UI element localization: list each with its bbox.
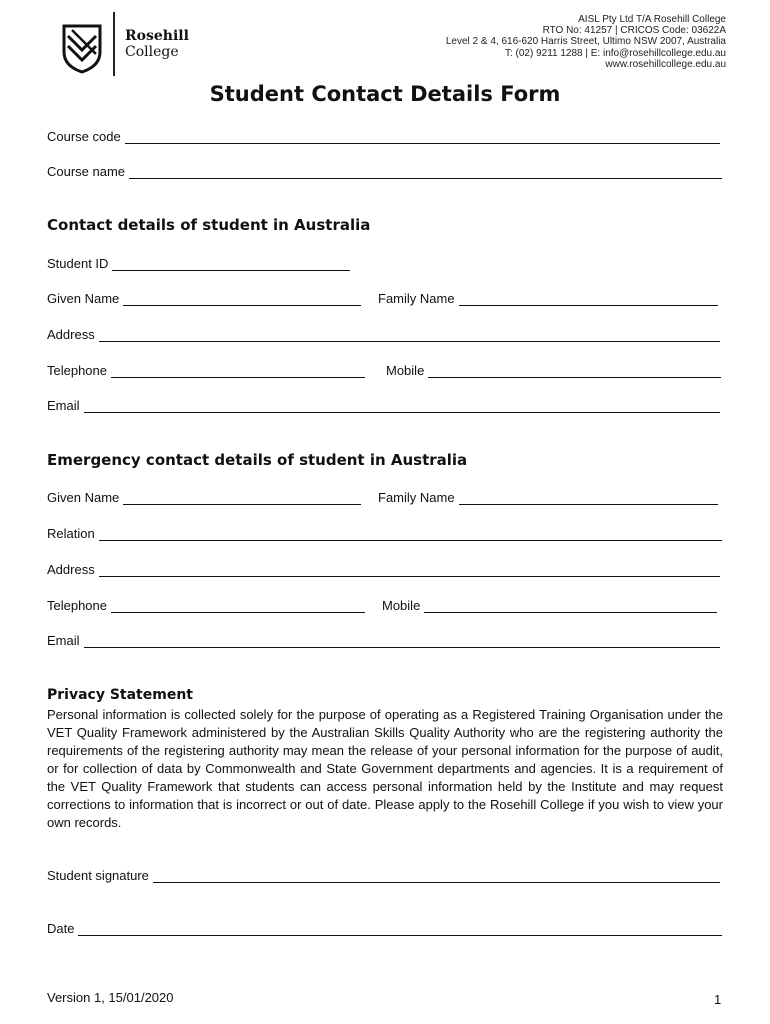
emergency-email-label: Email bbox=[47, 633, 80, 648]
emergency-relation-label: Relation bbox=[47, 526, 95, 541]
email-label: Email bbox=[47, 398, 80, 413]
emergency-address-label: Address bbox=[47, 562, 95, 577]
emergency-section-heading: Emergency contact details of student in Australia bbox=[47, 451, 468, 469]
mobile-field[interactable] bbox=[386, 362, 721, 378]
mobile-label: Mobile bbox=[386, 363, 425, 378]
privacy-heading: Privacy Statement bbox=[47, 687, 193, 703]
mobile-line[interactable] bbox=[428, 365, 721, 378]
course-code-label: Course code bbox=[47, 129, 121, 144]
telephone-label: Telephone bbox=[47, 363, 107, 378]
telephone-line[interactable] bbox=[111, 365, 365, 378]
course-name-line[interactable] bbox=[129, 166, 722, 179]
student-signature-label: Student signature bbox=[47, 868, 149, 883]
emergency-mobile-label: Mobile bbox=[382, 598, 421, 613]
date-field[interactable] bbox=[47, 920, 722, 936]
header-info-line: www.rosehillcollege.edu.au bbox=[605, 58, 726, 70]
email-line[interactable] bbox=[84, 400, 720, 413]
emergency-given-name-label: Given Name bbox=[47, 490, 120, 505]
footer-version: Version 1, 15/01/2020 bbox=[47, 990, 174, 1005]
header-info-line: T: (02) 9211 1288 | E: info@rosehillcollege.edu.au bbox=[504, 47, 726, 59]
page-number: 1 bbox=[714, 992, 722, 1007]
date-line[interactable] bbox=[78, 923, 722, 936]
course-name-field[interactable] bbox=[47, 163, 722, 179]
family-name-label: Family Name bbox=[378, 291, 455, 306]
emergency-mobile-field[interactable] bbox=[382, 597, 717, 613]
logo-name-line2: College bbox=[125, 44, 179, 60]
student-signature-line[interactable] bbox=[153, 870, 720, 883]
emergency-mobile-line[interactable] bbox=[424, 600, 717, 613]
emergency-given-name-line[interactable] bbox=[123, 492, 361, 505]
logo-divider bbox=[113, 12, 115, 76]
given-name-label: Given Name bbox=[47, 291, 120, 306]
student-id-line[interactable] bbox=[112, 258, 350, 271]
emergency-relation-field[interactable] bbox=[47, 525, 722, 541]
emergency-family-name-line[interactable] bbox=[459, 492, 718, 505]
privacy-body: Personal information is collected solely for the purpose of operating as a Registered Training Organisation under the VET Quality Framework administered by the Australian Skills Quality Authority who are the registering authority the requirements of the registering authority may mean the release of your personal information for the purpose of audit, or for collection of data by Commonwealth and State Government departments and agencies. It is a requirement of the VET Quality Framework that students can access personal information held by the Institute and may request corrections to information that is incorrect or out of date. Please apply to the Rosehill College if you wish to view your own records. bbox=[47, 707, 723, 830]
emergency-family-name-label: Family Name bbox=[378, 490, 455, 505]
family-name-line[interactable] bbox=[459, 293, 718, 306]
address-label: Address bbox=[47, 327, 95, 342]
email-field[interactable] bbox=[47, 397, 720, 413]
student-signature-field[interactable] bbox=[47, 867, 720, 883]
emergency-telephone-label: Telephone bbox=[47, 598, 107, 613]
contact-section-heading: Contact details of student in Australia bbox=[47, 216, 371, 234]
header-info-line: AISL Pty Ltd T/A Rosehill College bbox=[578, 14, 726, 25]
emergency-email-field[interactable] bbox=[47, 632, 720, 648]
student-id-label: Student ID bbox=[47, 256, 109, 271]
course-code-field[interactable] bbox=[47, 128, 720, 144]
logo-name-line1: Rosehill bbox=[125, 28, 189, 44]
emergency-address-line[interactable] bbox=[99, 564, 720, 577]
emergency-email-line[interactable] bbox=[84, 635, 720, 648]
date-label: Date bbox=[47, 921, 75, 936]
logo-wordmark bbox=[125, 28, 189, 60]
emergency-family-name-field[interactable] bbox=[378, 489, 718, 505]
address-line[interactable] bbox=[99, 329, 720, 342]
course-name-label: Course name bbox=[47, 164, 126, 179]
emergency-address-field[interactable] bbox=[47, 561, 720, 577]
emergency-relation-line[interactable] bbox=[99, 528, 722, 541]
college-logo-icon bbox=[60, 22, 104, 74]
address-field[interactable] bbox=[47, 326, 720, 342]
telephone-field[interactable] bbox=[47, 362, 365, 378]
emergency-given-name-field[interactable] bbox=[47, 489, 361, 505]
emergency-telephone-field[interactable] bbox=[47, 597, 365, 613]
family-name-field[interactable] bbox=[378, 290, 718, 306]
given-name-line[interactable] bbox=[123, 293, 361, 306]
student-id-field[interactable] bbox=[47, 255, 350, 271]
header-info-line: RTO No: 41257 | CRICOS Code: 03622A bbox=[542, 25, 726, 37]
given-name-field[interactable] bbox=[47, 290, 361, 306]
header-contact-info bbox=[446, 14, 726, 70]
course-code-line[interactable] bbox=[125, 131, 720, 144]
header-info-line: Level 2 & 4, 616-620 Harris Street, Ultimo NSW 2007, Australia bbox=[445, 36, 726, 48]
emergency-telephone-line[interactable] bbox=[111, 600, 365, 613]
page-title: Student Contact Details Form bbox=[209, 82, 561, 106]
